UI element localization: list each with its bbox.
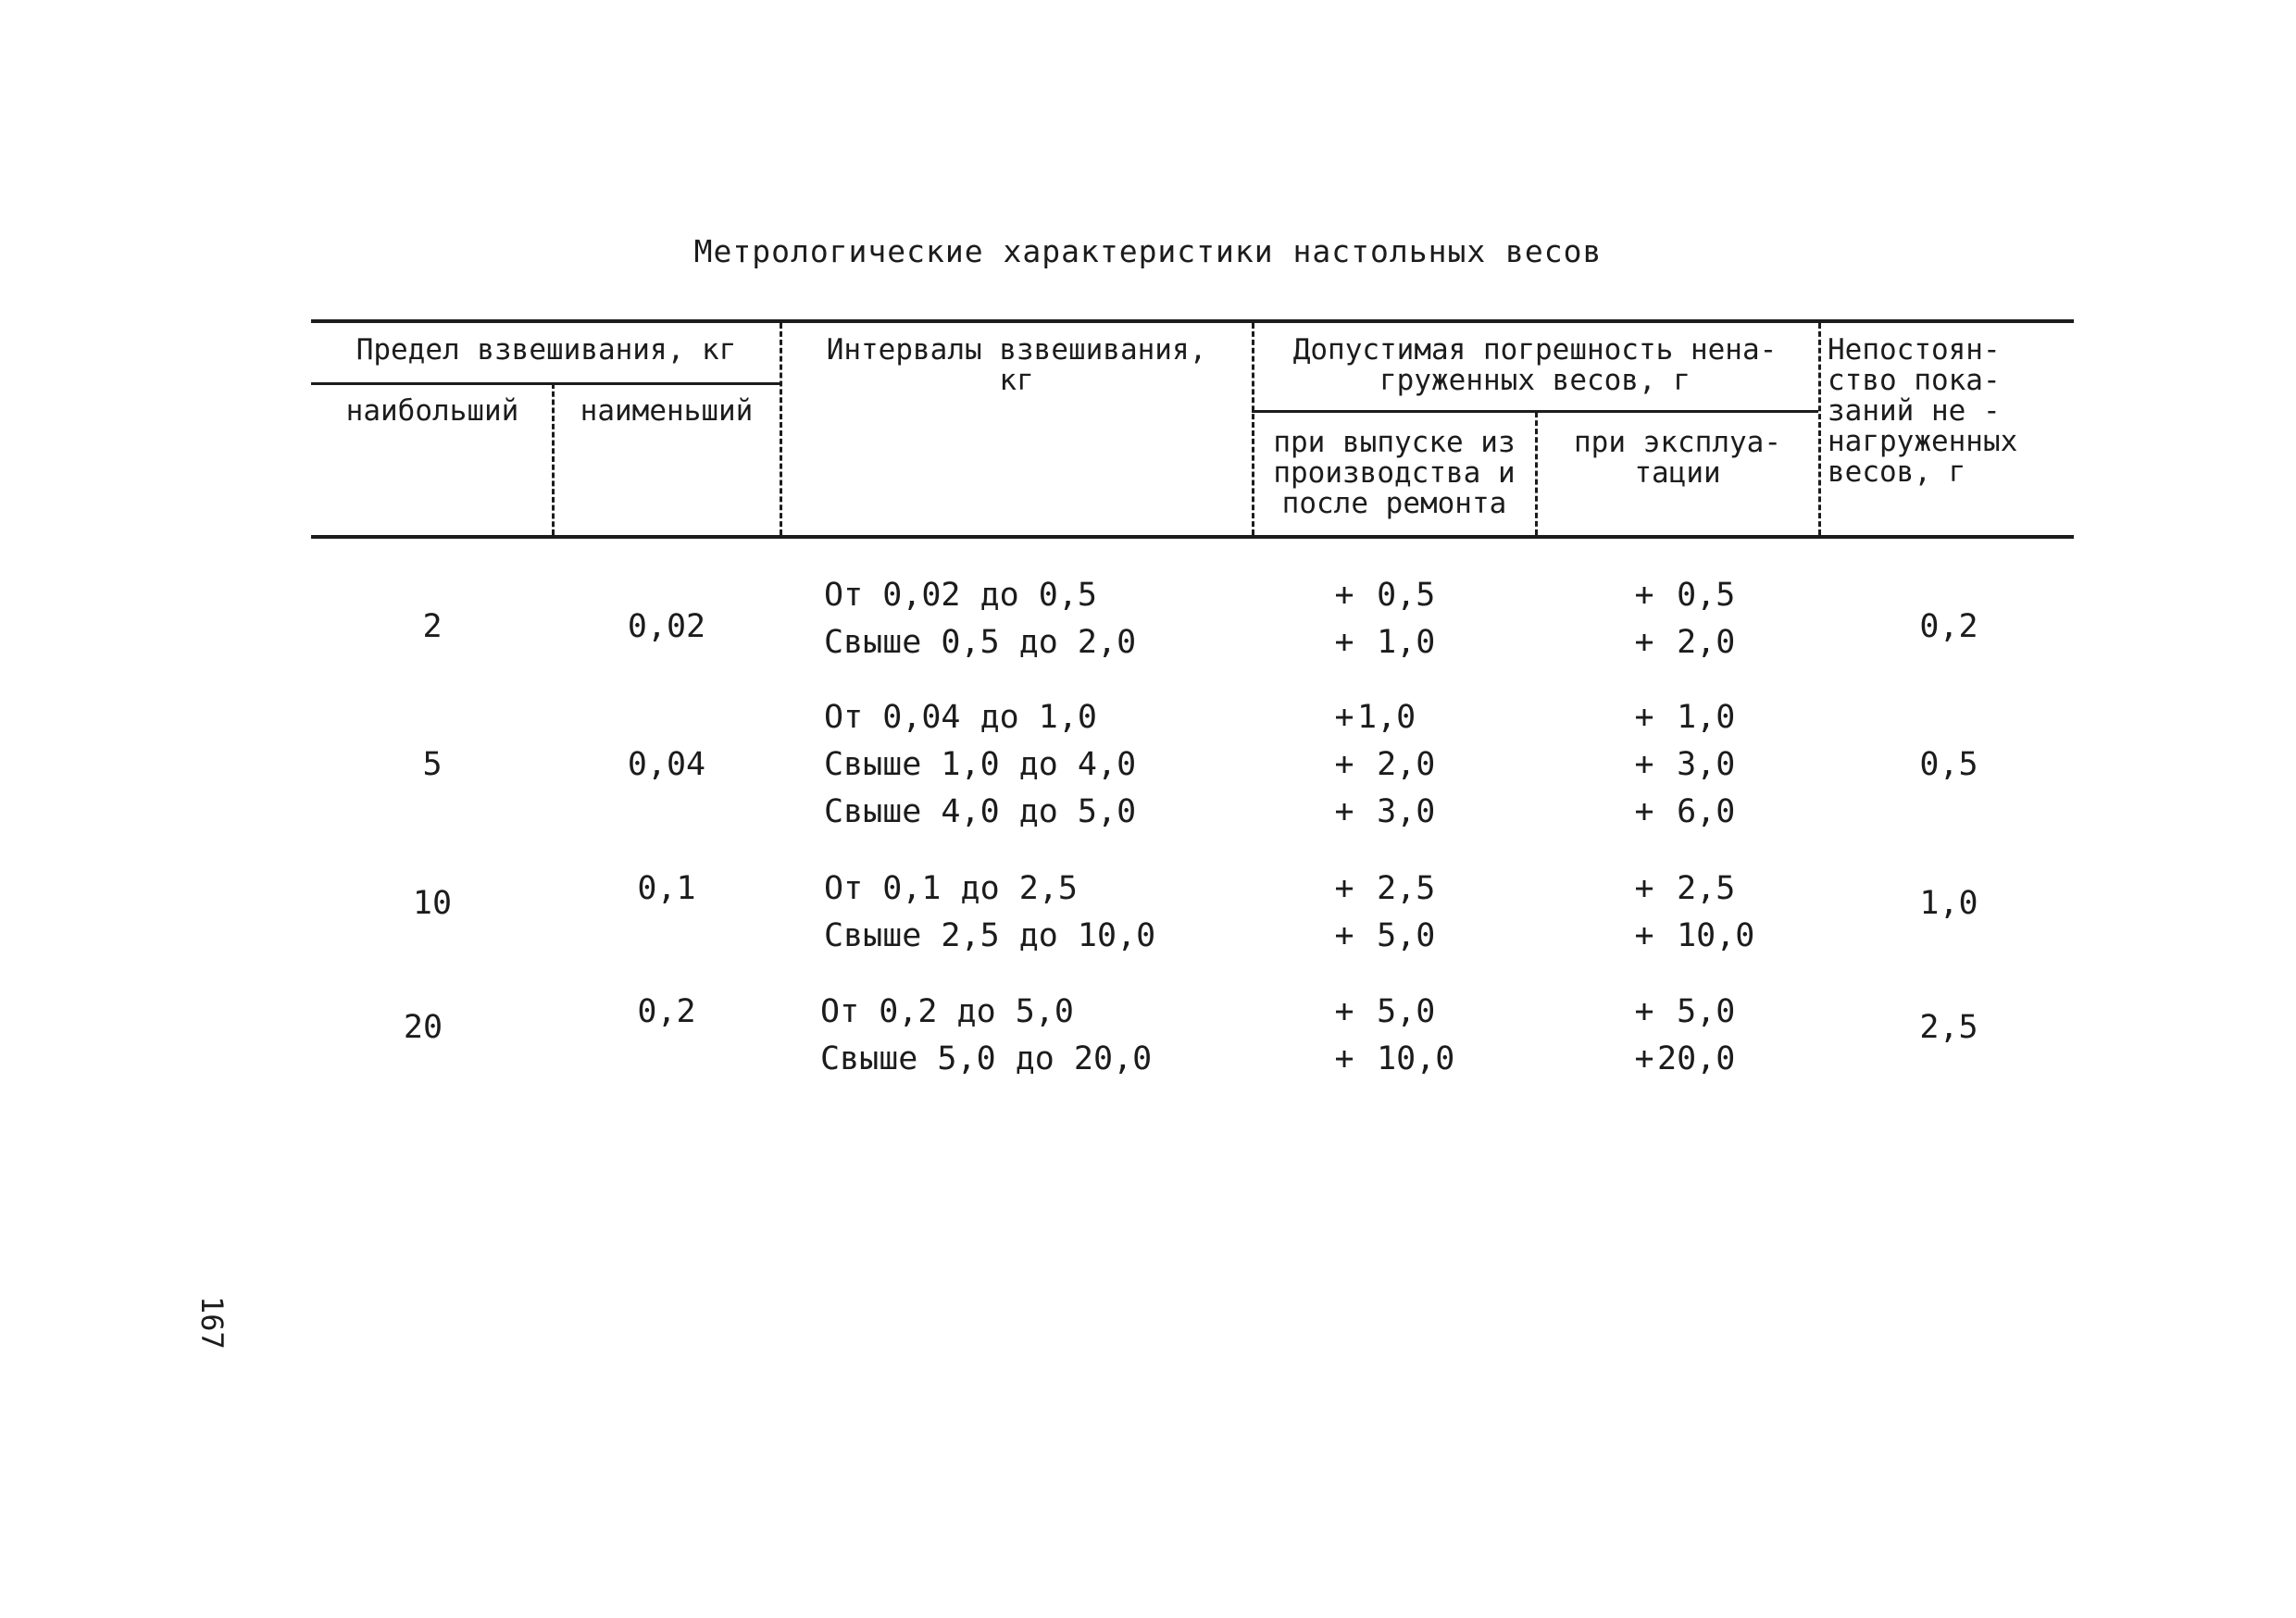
row4-inconstancy: 2,5 [1919,1009,1978,1046]
row3-interval-1: От 0,1 до 2,5 [824,870,1078,907]
header-in-operation: при эксплуа- тации [1574,426,1781,490]
plus-minus-icon [1631,619,1657,666]
plus-minus-icon [1631,865,1657,913]
plus-minus-icon [1331,694,1357,741]
page-number: 167 [194,1296,230,1350]
plus-minus-icon [1331,572,1357,619]
row2-operation-2: + 3,0 [1631,741,1735,789]
plus-minus-icon [1631,913,1657,960]
row4-release-2: + 10,0 [1331,1036,1454,1083]
header-on-release: при выпуске из производства и после ремонта [1273,426,1516,520]
row2-max: 5 [422,746,443,783]
row3-min: 0,1 [637,870,696,907]
header-subrule-limit [311,382,780,385]
row2-min: 0,04 [627,746,706,783]
row4-operation-1: + 5,0 [1631,989,1735,1036]
divider-limit-intervals [780,323,782,535]
divider-error-inconstancy [1818,323,1821,535]
plus-minus-icon [1331,989,1357,1036]
row1-min: 0,02 [627,608,706,645]
header-min: наименьший [580,394,754,428]
row2-release-1: +1,0 [1331,694,1416,741]
row3-inconstancy: 1,0 [1919,885,1978,922]
row2-interval-1: От 0,04 до 1,0 [824,699,1098,736]
header-weighing-limit: Предел взвешивания, кг [356,333,737,367]
row1-interval-1: От 0,02 до 0,5 [824,577,1098,614]
row2-release-3: + 3,0 [1331,789,1435,836]
divider-release-operation [1535,412,1538,535]
row1-interval-2: Свыше 0,5 до 2,0 [824,624,1137,661]
row4-interval-1: От 0,2 до 5,0 [820,993,1074,1030]
divider-max-min [552,383,555,535]
table-title: Метрологические характеристики настольных весов [693,233,1603,269]
plus-minus-icon [1631,789,1657,836]
header-bottom-rule [311,535,2074,539]
row4-interval-2: Свыше 5,0 до 20,0 [820,1040,1153,1077]
row3-operation-1: + 2,5 [1631,865,1735,913]
row1-operation-1: + 0,5 [1631,572,1735,619]
row2-operation-3: + 6,0 [1631,789,1735,836]
plus-minus-icon [1331,741,1357,789]
row3-operation-2: + 10,0 [1631,913,1754,960]
row2-inconstancy: 0,5 [1919,746,1978,783]
row4-release-1: + 5,0 [1331,989,1435,1036]
row1-inconstancy: 0,2 [1919,608,1978,645]
row1-release-2: + 1,0 [1331,619,1435,666]
plus-minus-icon [1631,1036,1657,1083]
table-top-rule [311,319,2074,323]
plus-minus-icon [1631,989,1657,1036]
row3-max: 10 [412,885,453,922]
row4-operation-2: +20,0 [1631,1036,1735,1083]
row3-interval-2: Свыше 2,5 до 10,0 [824,917,1156,954]
row2-interval-3: Свыше 4,0 до 5,0 [824,793,1137,830]
header-intervals: Интервалы взвешивания, кг [826,333,1207,397]
plus-minus-icon [1331,619,1357,666]
row2-interval-2: Свыше 1,0 до 4,0 [824,746,1137,783]
plus-minus-icon [1631,572,1657,619]
plus-minus-icon [1331,913,1357,960]
row2-operation-1: + 1,0 [1631,694,1735,741]
row4-max: 20 [403,1009,443,1046]
divider-intervals-error [1252,323,1254,535]
row3-release-1: + 2,5 [1331,865,1435,913]
plus-minus-icon [1331,865,1357,913]
plus-minus-icon [1331,789,1357,836]
row2-release-2: + 2,0 [1331,741,1435,789]
row1-release-1: + 0,5 [1331,572,1435,619]
row3-release-2: + 5,0 [1331,913,1435,960]
plus-minus-icon [1631,741,1657,789]
plus-minus-icon [1631,694,1657,741]
row4-min: 0,2 [637,993,696,1030]
header-inconstancy: Непостоян- ство пока- заний не - нагруженных весов, г [1828,333,2018,489]
plus-minus-icon [1331,1036,1357,1083]
row1-operation-2: + 2,0 [1631,619,1735,666]
row1-max: 2 [422,608,443,645]
header-max: наибольший [345,394,519,428]
header-permissible-error: Допустимая погрешность нена- груженных весов, г [1292,333,1778,397]
